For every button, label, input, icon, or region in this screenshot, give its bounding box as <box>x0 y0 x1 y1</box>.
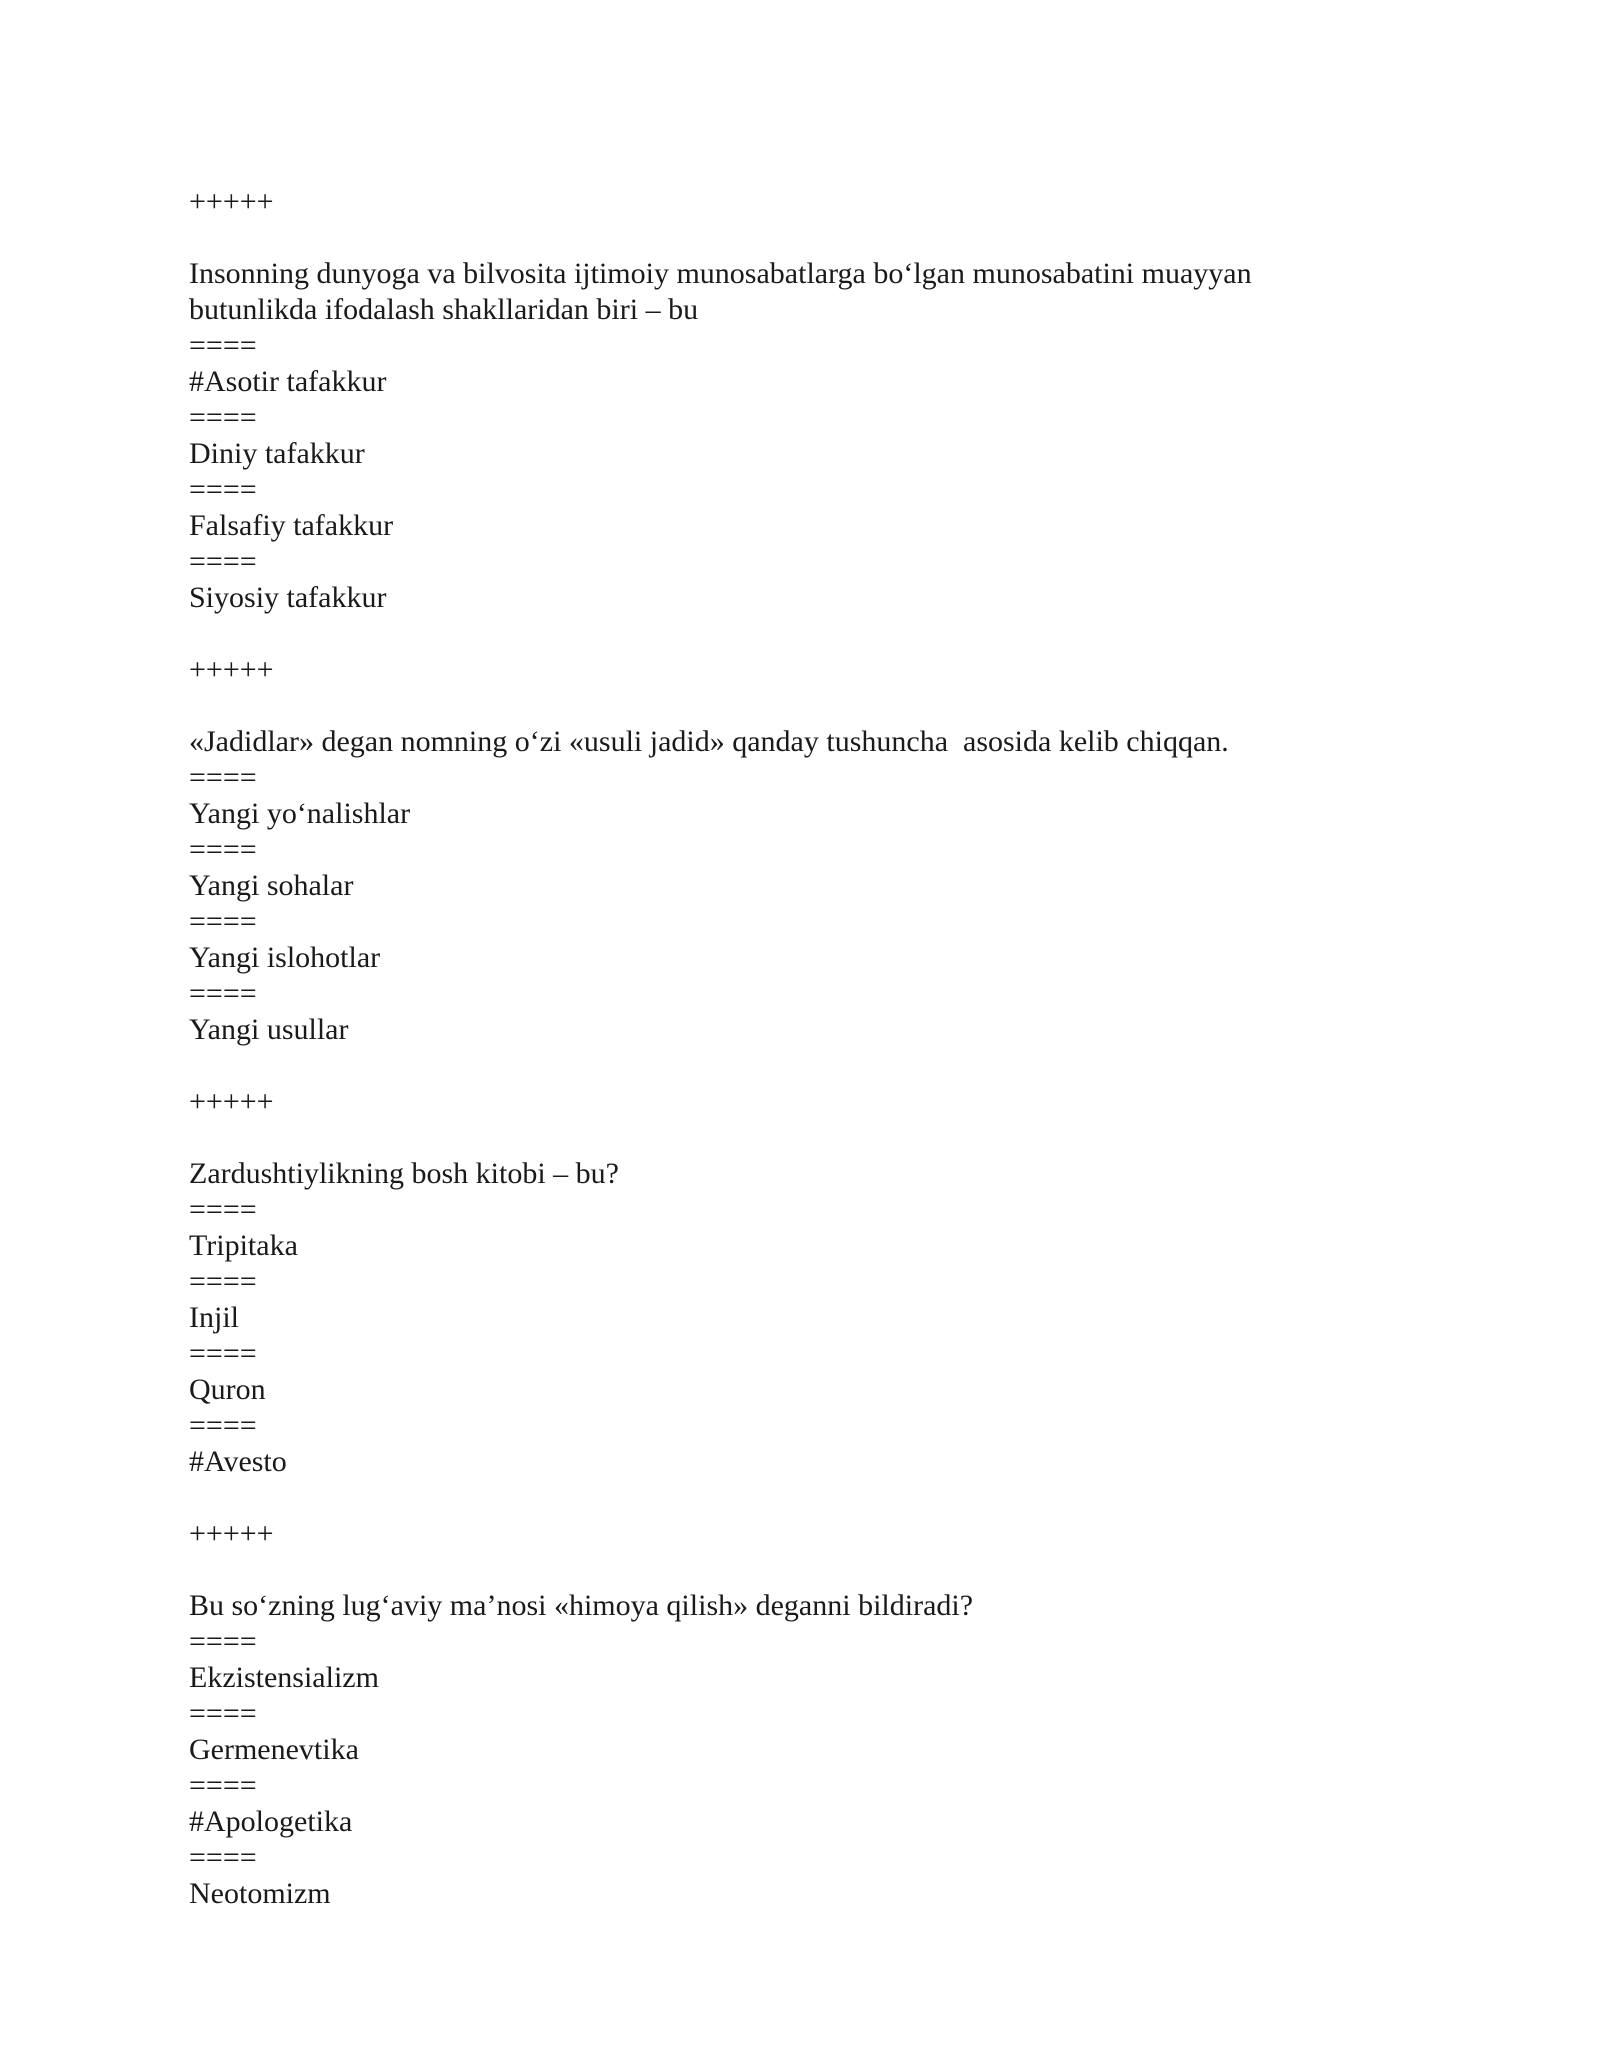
blank-line <box>189 1552 1369 1588</box>
answer-option: Yangi usullar <box>189 1013 349 1046</box>
answer-option: Falsafiy tafakkur <box>189 509 394 542</box>
answer-option: Ekzistensializm <box>189 1661 379 1694</box>
block-marker: +++++ <box>189 185 274 218</box>
option-separator: ==== <box>189 1697 257 1730</box>
option-separator: ==== <box>189 401 257 434</box>
answer-option: Diniy tafakkur <box>189 437 365 470</box>
answer-option: #Avesto <box>189 1445 287 1478</box>
option-separator: ==== <box>189 1193 257 1226</box>
answer-option: #Asotir tafakkur <box>189 365 387 398</box>
option-separator: ==== <box>189 1337 257 1370</box>
question-text: Zardushtiylikning bosh kitobi – bu? <box>189 1157 619 1190</box>
answer-option: Yangi sohalar <box>189 869 354 902</box>
option-separator: ==== <box>189 1769 257 1802</box>
answer-option: #Apologetika <box>189 1805 353 1838</box>
option-separator: ==== <box>189 1409 257 1442</box>
blank-line <box>189 616 1369 652</box>
question-block <box>189 652 1369 1084</box>
blank-line <box>189 1048 1369 1084</box>
answer-option: Quron <box>189 1373 266 1406</box>
answer-option: Neotomizm <box>189 1877 331 1910</box>
blank-line <box>189 1480 1369 1516</box>
answer-option: Tripitaka <box>189 1229 298 1262</box>
option-separator: ==== <box>189 1625 257 1658</box>
option-separator: ==== <box>189 905 257 938</box>
option-separator: ==== <box>189 833 257 866</box>
answer-option: Yangi yo‘nalishlar <box>189 797 411 830</box>
answer-option: Germenevtika <box>189 1733 359 1766</box>
block-marker: +++++ <box>189 653 274 686</box>
option-separator: ==== <box>189 1841 257 1874</box>
option-separator: ==== <box>189 329 257 362</box>
answer-option: Injil <box>189 1301 239 1334</box>
option-separator: ==== <box>189 473 257 506</box>
question-text: Insonning dunyoga va bilvosita ijtimoiy munosabatlarga bo‘lgan munosabatini muayyan butunlikda ifodalash shakllaridan biri – bu <box>189 257 1260 326</box>
block-marker: +++++ <box>189 1517 274 1550</box>
answer-option: Siyosiy tafakkur <box>189 581 387 614</box>
blank-line <box>189 220 1369 256</box>
question-block <box>189 1516 1369 1912</box>
blank-line <box>189 688 1369 724</box>
question-text: Bu so‘zning lug‘aviy ma’nosi «himoya qilish» deganni bildiradi? <box>189 1589 974 1622</box>
question-block <box>189 1084 1369 1516</box>
question-text: «Jadidlar» degan nomning o‘zi «usuli jadid» qanday tushuncha asosida kelib chiqqan. <box>189 725 1229 758</box>
option-separator: ==== <box>189 1265 257 1298</box>
block-marker: +++++ <box>189 1085 274 1118</box>
option-separator: ==== <box>189 977 257 1010</box>
document-body <box>189 184 1369 1912</box>
option-separator: ==== <box>189 545 257 578</box>
option-separator: ==== <box>189 761 257 794</box>
answer-option: Yangi islohotlar <box>189 941 381 974</box>
question-block <box>189 184 1369 652</box>
blank-line <box>189 1120 1369 1156</box>
